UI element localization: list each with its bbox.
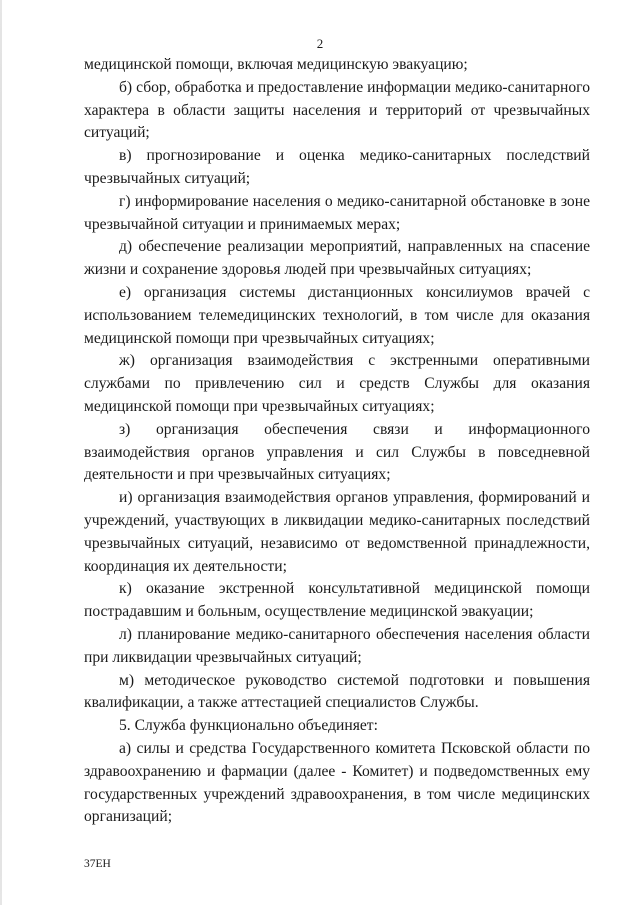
paragraph-item-d: д) обеспечение реализации мероприятий, направленных на спасение жизни и сохранение здоровья людей при чрезвычайных ситуациях; (84, 238, 590, 279)
scan-edge-shadow (0, 0, 2, 905)
paragraph-continuation: медицинской помощи, включая медицинскую эвакуацию; (84, 56, 468, 73)
paragraph-item-b: б) сбор, обработка и предоставление информации медико-санитарного характера в области защиты населения и территорий от чрезвычайных ситуаций; (84, 78, 590, 142)
paragraph-item-e: е) организация системы дистанционных консилиумов врачей с использованием телемедицинских технологий, в том числе для оказания медицинской помощи при чрезвычайных ситуациях; (84, 283, 590, 347)
paragraph-item-v: в) прогнозирование и оценка медико-санитарных последствий чрезвычайных ситуаций; (84, 147, 590, 187)
paragraph-item-i: и) организация взаимодействия органов управления, формирований и учреждений, участвующих в ликвидации медико-санитарных последствий чрезвычайных ситуаций, независимо от ведомственной принадлежности, координация их деятельности; (84, 489, 590, 575)
paragraph-item-a: а) силы и средства Государственного комитета Псковской области по здравоохранению и фармации (далее - Комитет) и подведомственных ему государственных учреждений здравоохранения, в том числе медицинских организаций; (84, 739, 590, 826)
document-body (84, 54, 590, 829)
section-5-heading: 5. Служба функционально объединяет: (119, 717, 378, 735)
paragraph-item-zh: ж) организация взаимодействия с экстренными оперативными службами по привлечению сил и средств Службы для оказания медицинской помощи при чрезвычайных ситуациях; (84, 352, 590, 415)
paragraph-item-k: к) оказание экстренной консультативной медицинской помощи пострадавшим и больным, осуществление медицинской эвакуации; (84, 580, 590, 621)
paragraph-item-l: л) планирование медико-санитарного обеспечения населения области при ликвидации чрезвычайных ситуаций; (84, 625, 590, 666)
document-footer-code: 37ЕН (84, 858, 111, 870)
paragraph-item-z: з) организация обеспечения связи и информационного взаимодействия органов управления и сил Службы в повседневной деятельности и при чрезвычайных ситуациях; (84, 420, 590, 484)
paragraph-item-m: м) методическое руководство системой подготовки и повышения квалификации, а также аттестацией специалистов Службы. (84, 671, 590, 712)
paragraph-item-g: г) информирование населения о медико-санитарной обстановке в зоне чрезвычайной ситуации и принимаемых мерах; (84, 192, 590, 233)
page-number: 2 (316, 36, 324, 51)
